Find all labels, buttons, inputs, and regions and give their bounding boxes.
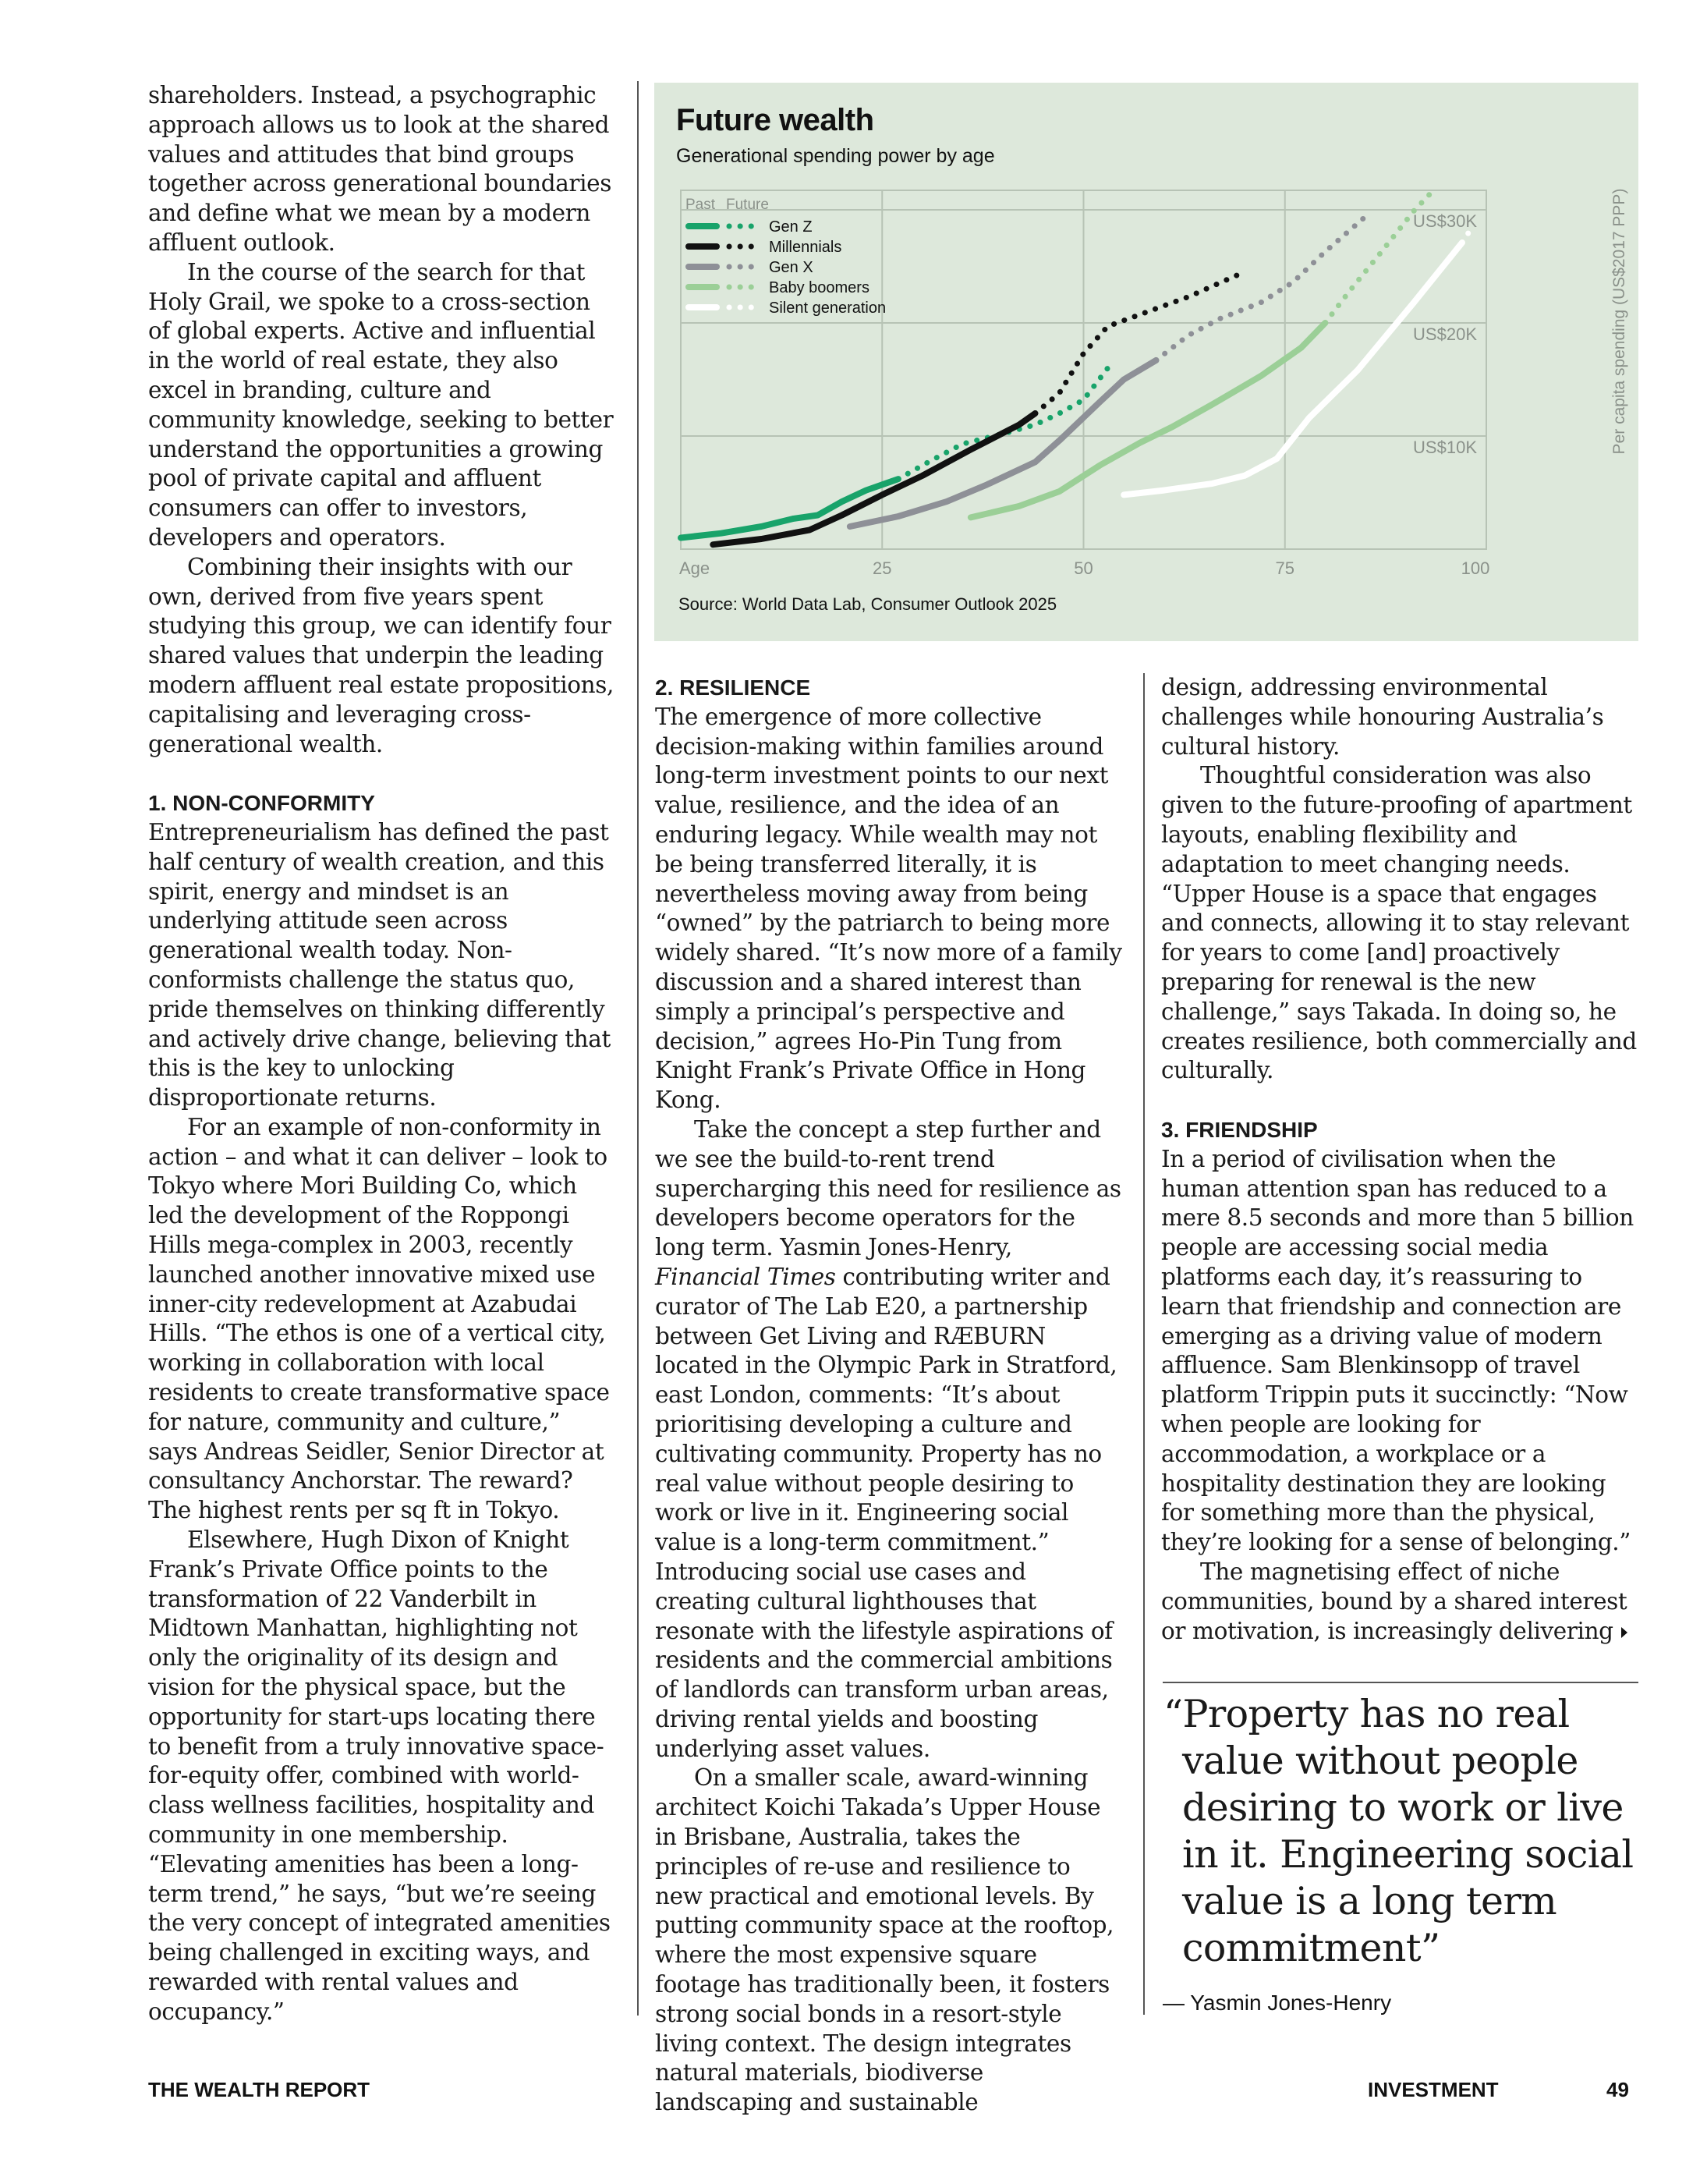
paragraph: shareholders. Instead, a psychographic approach allows us to look at the shared values and attitudes that bind groups together across generational boundaries and define what we mean by a modern affluent outlook. (148, 82, 611, 256)
section-heading-resilience: 2. RESILIENCE (655, 675, 811, 700)
paragraph: For an example of non-conformity in action – and what it can deliver – look to Tokyo where Mori Building Co, which led the development of the Roppongi Hills mega-complex in 2003, recently launched another innovative mixed use inner-city redevelopment at Azabudai Hills. “The ethos is one of a vertical city, working in collaboration with local residents to create transformative space for nature, community and culture,” says Andreas Seidler, Senior Director at consultancy Anchorstar. The reward? The highest rents per sq ft in Tokyo. (148, 1113, 610, 1524)
legend-label-silent-generation: Silent generation (769, 300, 887, 317)
paragraph: In the course of the search for that Holy Grail, we spoke to a cross-section of global experts. Active and influential in the world of real estate, they also excel in branding, culture and community knowledge, seeking to better understand the opportunities a growing pool of private capital and affluent consumers can offer to investors, developers and operators. (148, 258, 614, 551)
article-column-2 (655, 673, 1123, 2118)
article-column-3 (1161, 673, 1637, 1646)
gen-x-past-line (850, 360, 1156, 526)
pull-quote: “Property has no real value without people desiring to work or live in it. Engineering social value is a long term commitment” (1163, 1692, 1634, 1970)
paragraph: The magnetising effect of niche communities, bound by a shared interest or motivation, is increasingly delivering (1161, 1558, 1627, 1644)
article-column-1 (148, 81, 616, 2027)
paragraph: On a smaller scale, award-winning architect Koichi Takada’s Upper House in Brisbane, Australia, takes the principles of re-use and resilience to new practical and emotional levels. By putting community space at the rooftop, where the most expensive square footage has traditionally been, it fosters strong social bonds in a resort-style living context. The design integrates natural materials, biodiverse landscaping and sustainable (655, 1764, 1114, 2116)
section-heading-non-conformity: 1. NON-CONFORMITY (148, 791, 375, 816)
silent-generation-future-line (1462, 230, 1470, 243)
paragraph: Entrepreneurialism has defined the past half century of wealth creation, and this spirit, energy and mindset is an underlying attitude seen across generational wealth today. Non-conformists challenge the status quo, pride themselves on thinking differently and actively drive change, believing that this is the key to unlocking disproportionate returns. (148, 818, 611, 1112)
y-tick-label: US$20K (1413, 324, 1477, 344)
gen-x-future-line (1156, 217, 1366, 360)
gen-z-past-line (681, 479, 898, 537)
legend-header-past: Past (685, 197, 716, 213)
column-divider (1143, 673, 1145, 2015)
silent-generation-past-line (1124, 243, 1462, 495)
paragraph: Combining their insights with our own, derived from five years spent studying this group, we can identify four shared values that underpin the leading modern affluent real estate propositions, capitalising and leveraging cross-generational wealth. (148, 553, 614, 757)
legend-header-future: Future (726, 197, 769, 213)
legend-label-baby-boomers: Baby boomers (769, 279, 869, 296)
paragraph: In a period of civilisation when the human attention span has reduced to a mere 8.5 seconds and more than 5 billion people are accessing social media platforms each day, it’s reassuring to learn that friendship and connection are emerging as a driving value of modern affluence. Sam Blenkinsopp of travel platform Trippin puts it succinctly: “Now when people are looking for accommodation, a workplace or a hospitality destination they are looking for something more than the physical, they’re looking for a sense of belonging.” (1161, 1145, 1634, 1556)
paragraph: Elsewhere, Hugh Dixon of Knight Frank’s Private Office points to the transformation of 22 Vanderbilt in Midtown Manhattan, highlighting not only the originality of its design and vision for the physical space, but the opportunity for start-ups locating there to benefit from a truly innovative space-for-equity offer, combined with world-class wellness facilities, hospitality and community in one membership. “Elevating amenities has been a long-term trend,” he says, “but we’re seeing the very concept of integrated amenities being challenged in exciting ways, and rewarded with rental values and occupancy.” (148, 1526, 611, 2025)
paragraph: design, addressing environmental challenges while honouring Australia’s cultural history. (1161, 674, 1604, 760)
y-tick-label: US$10K (1413, 438, 1477, 457)
chart-title: Future wealth (676, 103, 874, 137)
x-tick-label: 75 (1275, 558, 1294, 578)
pull-quote-rule (1163, 1682, 1638, 1683)
pull-quote-attribution: — Yasmin Jones-Henry (1163, 1991, 1392, 2015)
paragraph: Thoughtful consideration was also given to the future-proofing of apartment layouts, enabling flexibility and adaptation to meet changing needs. “Upper House is a space that engages and connects, allowing it to stay relevant for years to come [and] proactively preparing for renewal is the new challenge,” says Takada. In doing so, he creates resilience, both commercially and culturally. (1161, 762, 1637, 1084)
page-number: 49 (1606, 2078, 1629, 2101)
legend-label-gen-z: Gen Z (769, 218, 813, 236)
y-axis-title: Per capita spending (US$2017 PPP) (1610, 188, 1628, 455)
x-tick-label: 25 (873, 558, 892, 578)
paragraph: Take the concept a step further and we see the build-to-rent trend supercharging this need for resilience as developers become operators for the long term. Yasmin Jones-Henry, Financial Times contributing writer and curator of The Lab E20, a partnership between Get Living and RÆBURN located in the Olympic Park in Stratford, east London, comments: “It’s about prioritising developing a culture and cultivating community. Property has no real value without people desiring to work or live in it. Engineering social value is a long-term commitment.” Introducing social use cases and creating cultural lighthouses that resonate with the lifestyle aspirations of residents and the commercial ambitions of landlords can transform urban areas, driving rental yields and boosting underlying asset values. (655, 1115, 1121, 1762)
legend-label-gen-x: Gen X (769, 259, 813, 276)
paragraph: The emergence of more collective decision-making within families around long-term investment points to our next value, resilience, and the idea of an enduring legacy. While wealth may not be being transferred literally, it is nevertheless moving away from being “owned” by the patriarch to being more widely shared. “It’s now more of a family discussion and a shared interest than simply a principal’s perspective and decision,” agrees Ho-Pin Tung from Knight Frank’s Private Office in Hong Kong. (655, 703, 1122, 1114)
chart-subtitle: Generational spending power by age (676, 145, 995, 167)
publication-name: Financial Times (655, 1263, 836, 1290)
millennials-future-line (1036, 275, 1237, 413)
legend-label-millennials: Millennials (769, 239, 842, 256)
section-heading-friendship: 3. FRIENDSHIP (1161, 1117, 1318, 1142)
x-axis-label: Age (679, 558, 710, 578)
footer-publication: THE WEALTH REPORT (148, 2078, 370, 2101)
chart-source: Source: World Data Lab, Consumer Outlook 2025 (678, 594, 1057, 614)
chart-panel (654, 83, 1638, 641)
x-tick-label: 50 (1074, 558, 1093, 578)
y-tick-label: US$30K (1413, 211, 1477, 231)
x-tick-label: 100 (1461, 558, 1490, 578)
column-divider (637, 81, 639, 2016)
continue-arrow-icon (1621, 1627, 1627, 1638)
footer-section: INVESTMENT (1368, 2078, 1499, 2101)
